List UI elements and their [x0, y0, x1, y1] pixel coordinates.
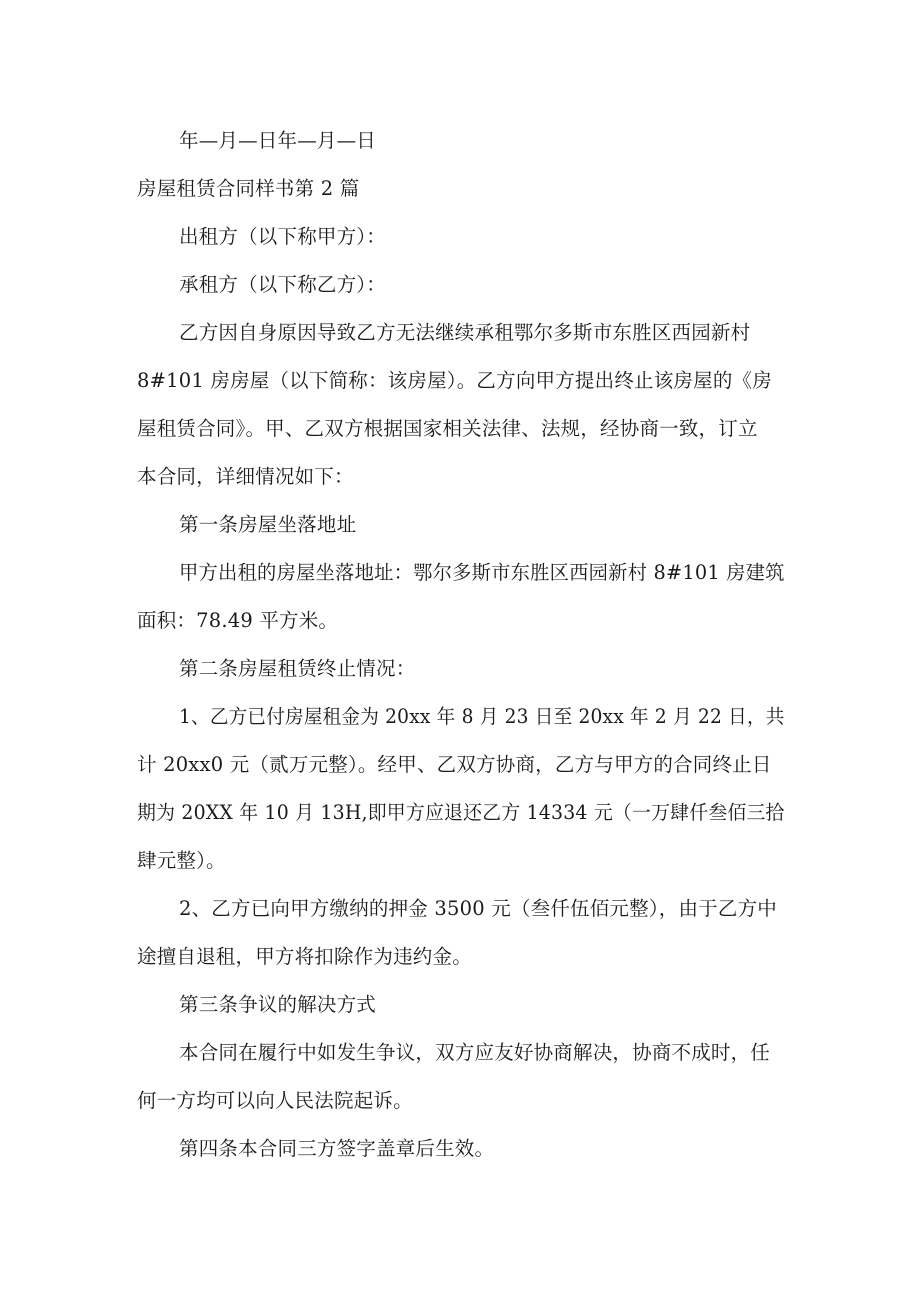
article3-body-line-1: 本合同在履行中如发生争议，双方应友好协商解决，协商不成时，任 [179, 1041, 771, 1064]
article2-item1-line-3: 期为 20XX 年 10 月 13H,即甲方应退还乙方 14334 元（一万肆仟叁佰三拾 [137, 801, 785, 824]
article2-item1-line-4: 肆元整）。 [137, 849, 226, 872]
lessee-label: 承租方（以下称乙方）： [179, 273, 386, 296]
intro-line-3: 屋租赁合同》。甲、乙双方根据国家相关法律、法规，经协商一致，订立 [137, 417, 758, 440]
article1-body-line-1: 甲方出租的房屋坐落地址：鄂尔多斯市东胜区西园新村 8#101 房建筑 [179, 561, 785, 584]
article2-item2-line-1: 2、乙方已向甲方缴纳的押金 3500 元（叁仟伍佰元整），由于乙方中 [179, 897, 777, 920]
intro-line-1: 乙方因自身原因导致乙方无法继续承租鄂尔多斯市东胜区西园新村 [179, 321, 751, 344]
article1-body-line-2: 面积：78.49 平方米。 [137, 609, 339, 632]
article2-item1-line-1: 1、乙方已付房屋租金为 20xx 年 8 月 23 日至 20xx 年 2 月 22 日，共 [179, 705, 785, 728]
document-heading: 房屋租赁合同样书第 2 篇 [137, 177, 360, 200]
intro-line-2: 8#101 房房屋（以下简称：该房屋）。乙方向甲方提出终止该房屋的《房 [137, 369, 772, 392]
article1-title: 第一条房屋坐落地址 [179, 513, 357, 536]
date-line: 年—月—日年—月—日 [179, 129, 377, 152]
lessor-label: 出租方（以下称甲方）： [179, 225, 386, 248]
intro-line-4: 本合同，详细情况如下： [137, 465, 354, 488]
article2-title: 第二条房屋租赁终止情况： [179, 657, 416, 680]
article4-text: 第四条本合同三方签字盖章后生效。 [179, 1137, 495, 1160]
article3-title: 第三条争议的解决方式 [179, 993, 377, 1016]
article2-item1-line-2: 计 20xx0 元（贰万元整）。经甲、乙双方协商，乙方与甲方的合同终止日 [137, 753, 772, 776]
article2-item2-line-2: 途擅自退租，甲方将扣除作为违约金。 [137, 945, 472, 968]
article3-body-line-2: 何一方均可以向人民法院起诉。 [137, 1089, 413, 1112]
